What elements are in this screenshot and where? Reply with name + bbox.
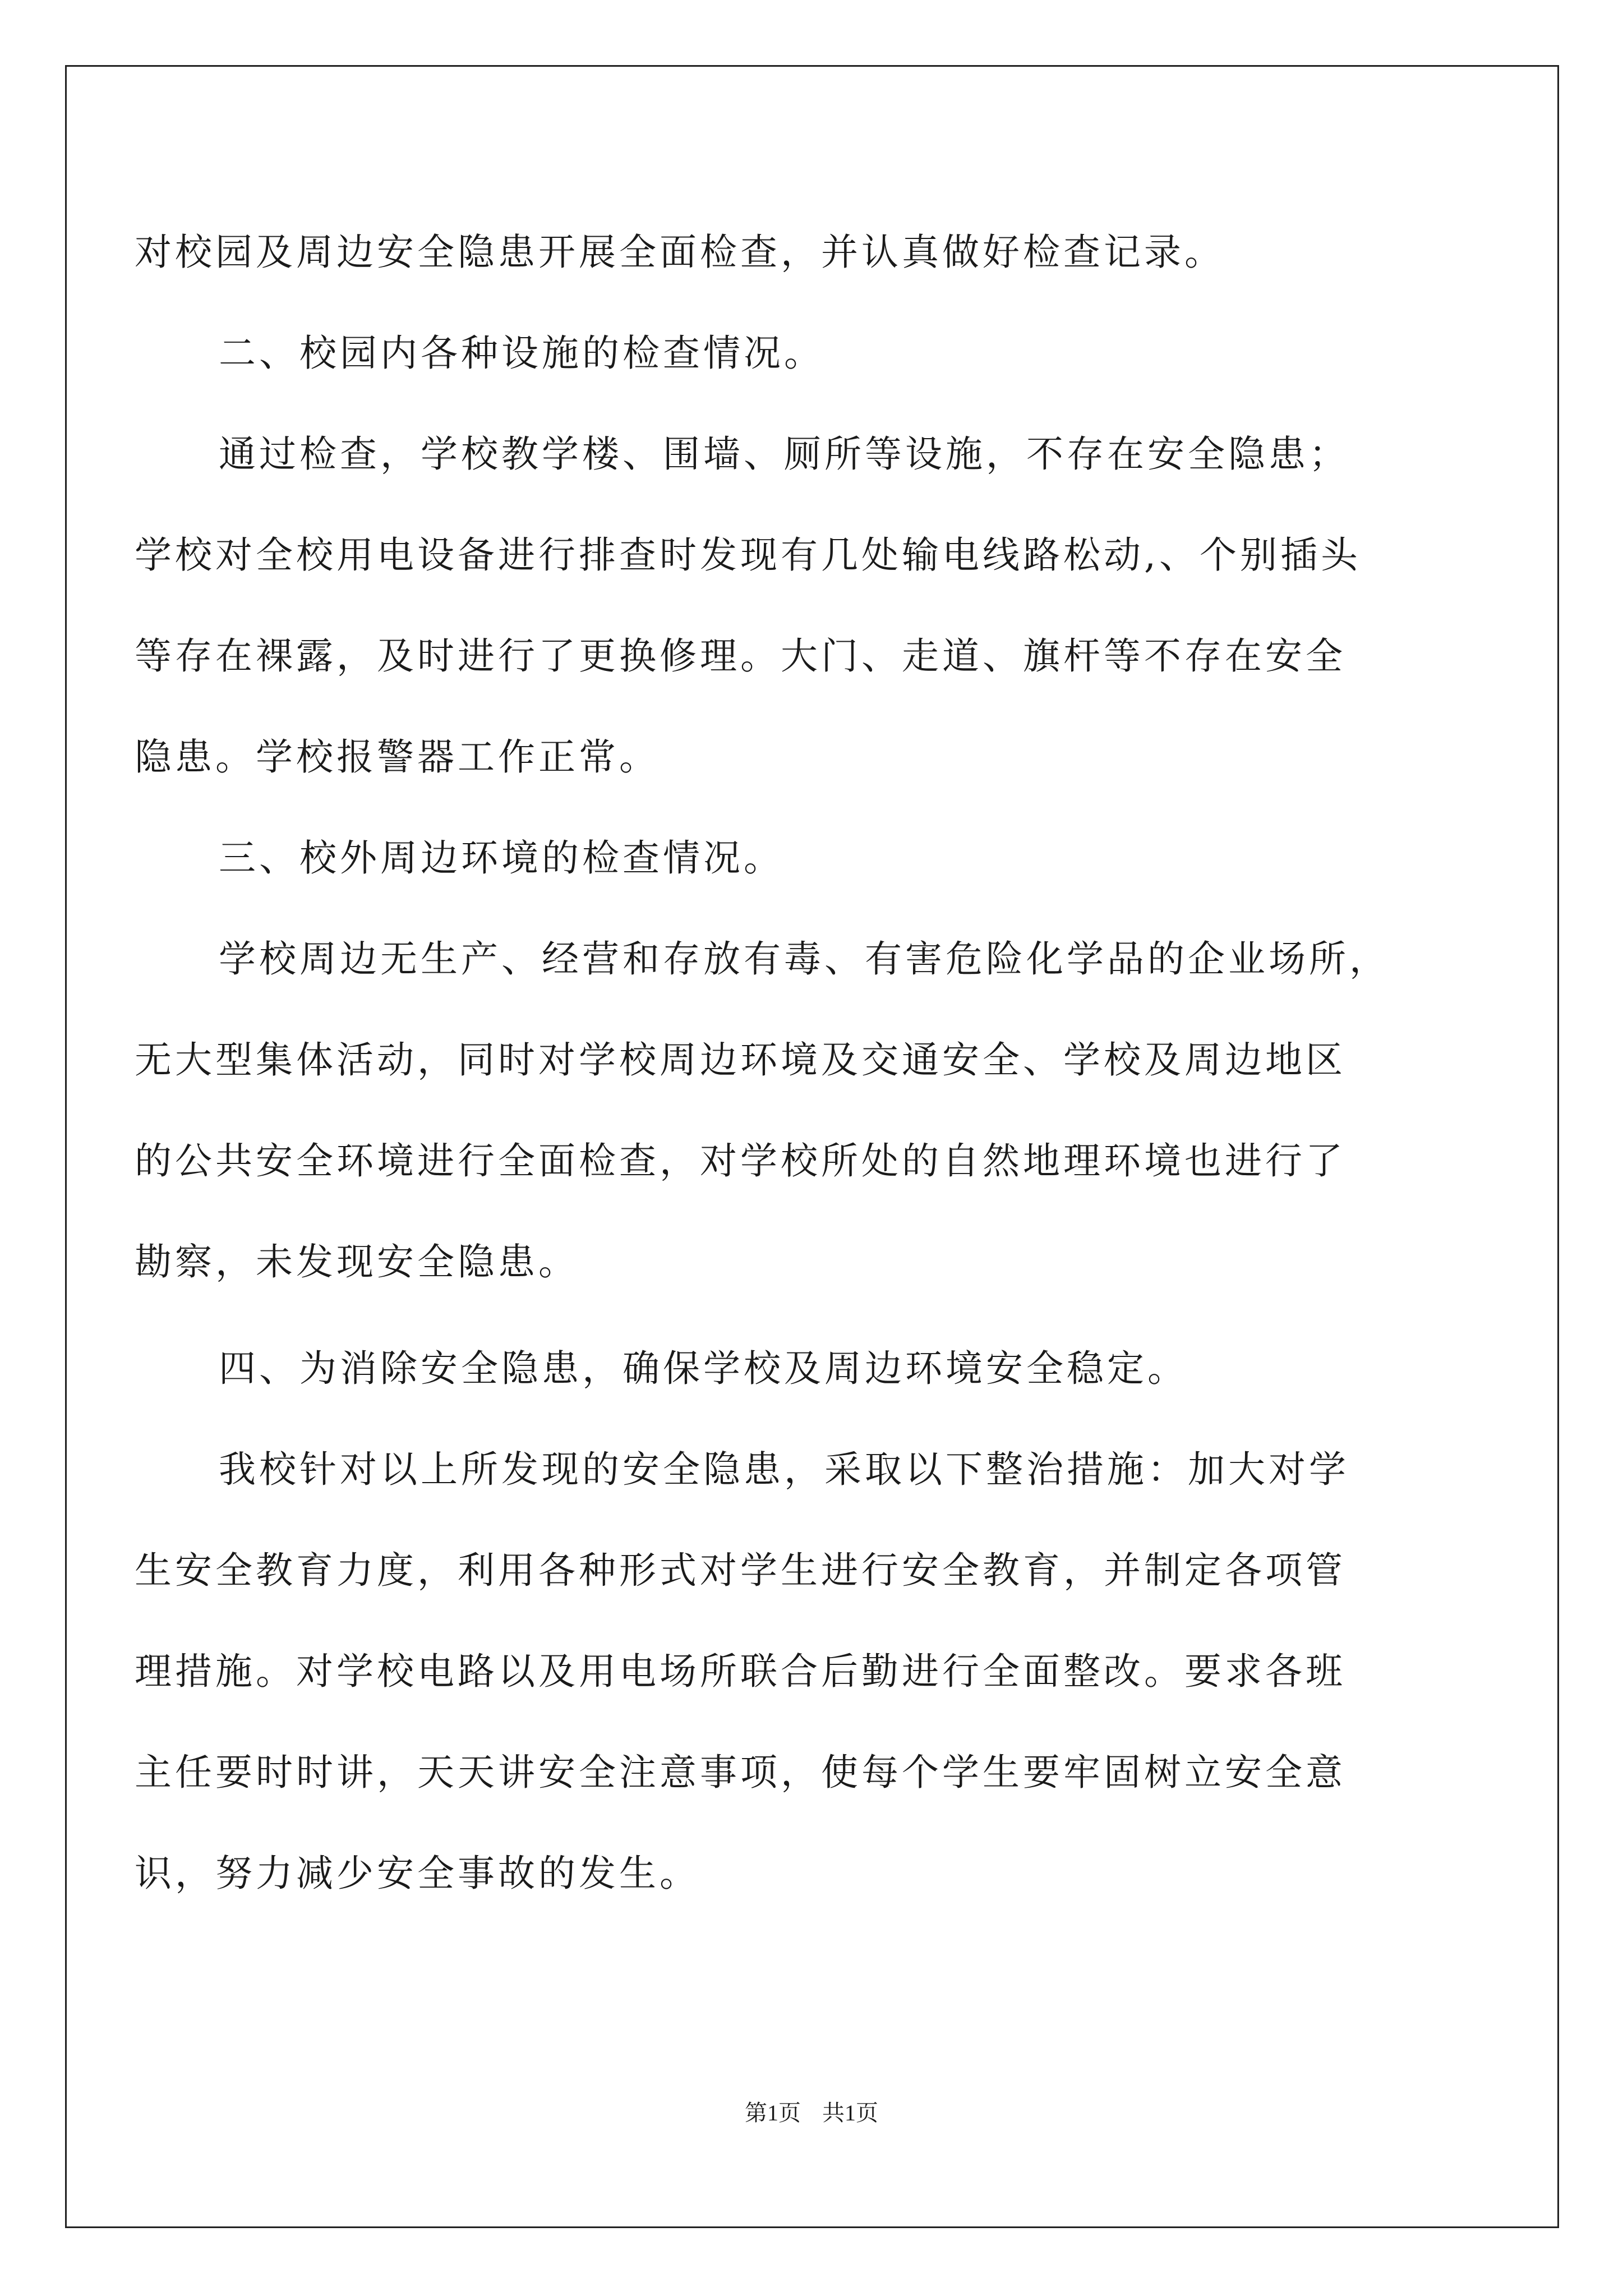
- text-line: 学校对全校用电设备进行排查时发现有几处输电线路松动,、个别插头: [135, 533, 1361, 577]
- text-line: 等存在裸露，及时进行了更换修理。大门、走道、旗杆等不存在安全: [135, 634, 1346, 678]
- text-line: 主任要时时讲，天天讲安全注意事项，使每个学生要牢固树立安全意: [135, 1751, 1346, 1794]
- section-heading: 四、为消除安全隐患，确保学校及周边环境安全稳定。: [219, 1347, 1188, 1390]
- section-heading: 二、校园内各种设施的检查情况。: [219, 332, 824, 375]
- page-total: 共1页: [822, 2100, 878, 2125]
- text-line: 识，努力减少安全事故的发生。: [135, 1852, 700, 1895]
- text-line: 隐患。学校报警器工作正常。: [135, 735, 660, 779]
- text-line: 无大型集体活动，同时对学校周边环境及交通安全、学校及周边地区: [135, 1038, 1346, 1082]
- section-heading: 三、校外周边环境的检查情况。: [219, 836, 784, 880]
- text-line: 的公共安全环境进行全面检查，对学校所处的自然地理环境也进行了: [135, 1139, 1346, 1182]
- text-line: 勘察，未发现安全隐患。: [135, 1240, 579, 1283]
- page-number: 第1页: [745, 2100, 801, 2125]
- text-line: 理措施。对学校电路以及用电场所联合后勤进行全面整改。要求各班: [135, 1650, 1346, 1693]
- text-line: 我校针对以上所发现的安全隐患，采取以下整治措施：加大对学: [219, 1448, 1349, 1491]
- text-line: 学校周边无生产、经营和存放有毒、有害危险化学品的企业场所，: [219, 937, 1390, 981]
- text-line: 生安全教育力度，利用各种形式对学生进行安全教育，并制定各项管: [135, 1549, 1346, 1592]
- text-line: 对校园及周边安全隐患开展全面检查，并认真做好检查记录。: [135, 231, 1225, 274]
- page-footer: [0, 2096, 1623, 2130]
- text-line: 通过检查，学校教学楼、围墙、厕所等设施，不存在安全隐患；: [219, 432, 1349, 476]
